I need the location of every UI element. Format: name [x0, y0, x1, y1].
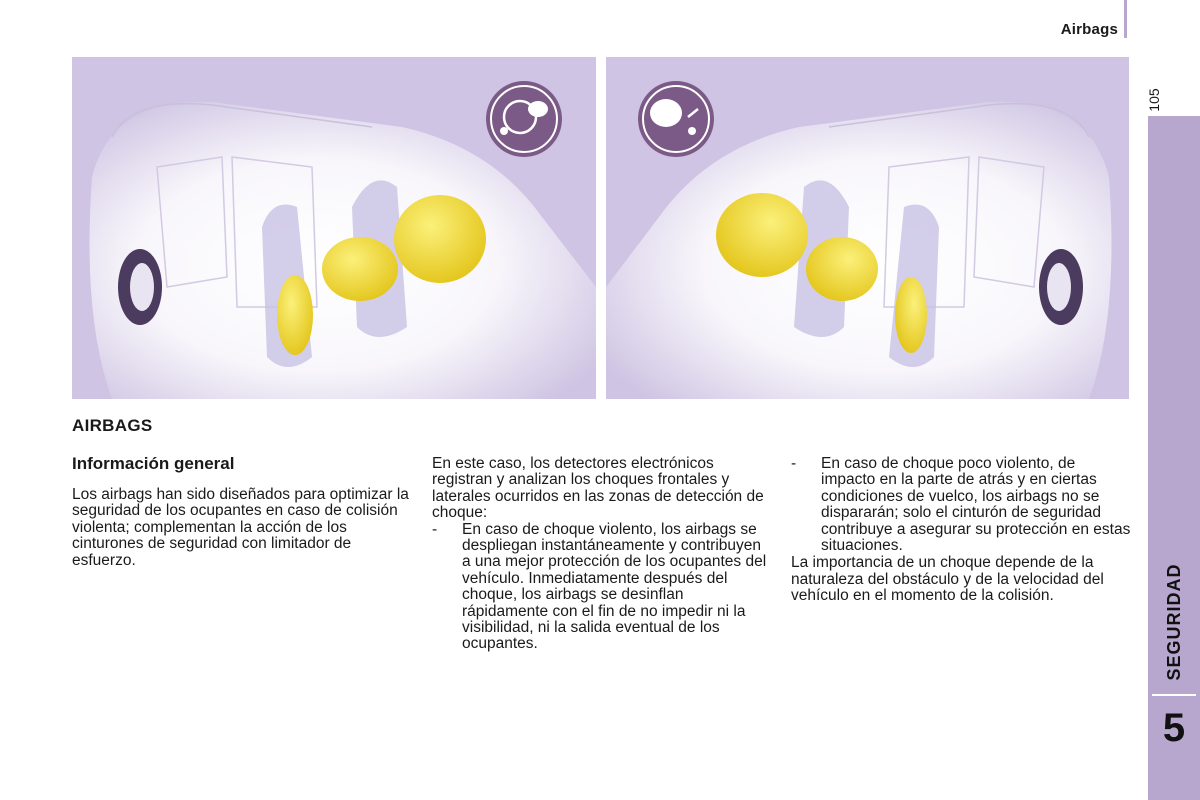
chapter-tab [1148, 116, 1200, 800]
passenger-airbag-icon [638, 81, 714, 157]
paragraph-detectors: En este caso, los detectores electrónicos registran y analizan los choques frontales y laterales ocurridos en las zonas de detección de choque: [432, 455, 764, 522]
subheading-general-info: Información general [72, 454, 235, 473]
illustration-driver-airbags [72, 57, 596, 399]
illustration-passenger-airbags [606, 57, 1129, 399]
chapter-label: SEGURIDAD [1164, 563, 1184, 681]
column-detectors [432, 456, 772, 653]
bullet-text-violent-crash: En caso de choque violento, los airbags se despliegan instantáneamente y contribuyen a una mejor protección de los ocupantes del vehículo. Inmediatamente después del choque, los airbags se desinflan rápidamente con el fin de no impedir ni la visibilidad, ni la salida eventual de los ocupantes. [462, 520, 767, 653]
header-rule [1124, 0, 1127, 38]
steering-wheel-airbag-icon [486, 81, 562, 157]
list-item-violent-crash [432, 522, 772, 653]
chapter-tab-rule [1152, 694, 1196, 696]
list-item-minor-crash [791, 456, 1131, 554]
page-number: 105 [1146, 88, 1162, 112]
column-minor-crash [791, 456, 1131, 605]
bullet-marker: - [432, 520, 438, 538]
paragraph-crash-severity: La importancia de un choque depende de la naturaleza del obstáculo y de la velocidad del vehículo en el momento de la colisión. [791, 554, 1104, 605]
bullet-marker: - [791, 455, 797, 472]
section-title: AIRBAGS [72, 416, 153, 435]
column-general-info [72, 455, 417, 569]
bullet-text-minor-crash: En caso de choque poco violento, de impacto en la parte de atrás y en ciertas condiciones de vuelco, los airbags no se dispararán; solo el cinturón de seguridad contribuye a asegurar su protección en estas situaciones. [821, 455, 1131, 555]
paragraph-airbag-purpose: Los airbags han sido diseñados para optimizar la seguridad de los ocupantes en caso de colisión violenta; complementan la acción de los cinturones de seguridad con limitador de esfuerzo. [72, 486, 409, 569]
running-header: Airbags [1060, 21, 1118, 38]
chapter-number: 5 [1162, 706, 1186, 750]
